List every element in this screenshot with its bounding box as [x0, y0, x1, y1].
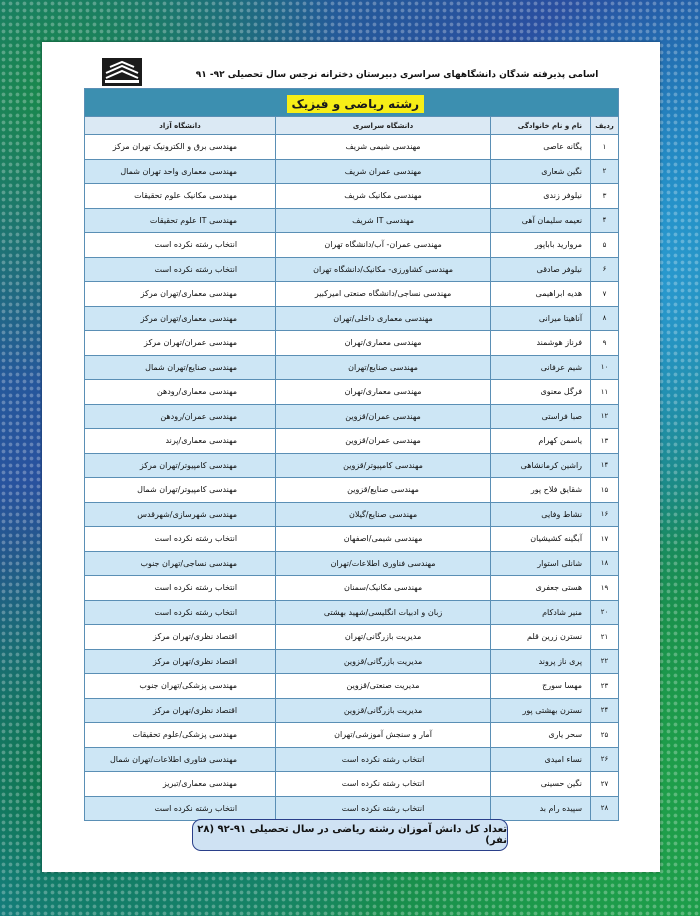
table-row [85, 404, 619, 429]
row-number: ۱۰ [591, 355, 619, 380]
azad-university: مهندسی پزشکی/علوم تحقیقات [85, 723, 276, 748]
document-page [42, 42, 660, 872]
table-row [85, 331, 619, 356]
sarasari-university: آمار و سنجش آموزشی/تهران [276, 723, 491, 748]
student-name: نساء امیدی [491, 747, 591, 772]
azad-university: مهندسی کامپیوتر/تهران شمال [85, 478, 276, 503]
row-number: ۱۵ [591, 478, 619, 503]
page-heading: اسامی پذیرفته شدگان دانشگاههای سراسری دبیرستان دخترانه نرجس سال تحصیلی ۹۲- ۹۱ [195, 70, 599, 80]
table-row [85, 453, 619, 478]
student-name: آبگینه کشیشیان [491, 527, 591, 552]
student-name: نیلوفر صادقی [491, 257, 591, 282]
student-name: نعیمه سلیمان آهی [491, 208, 591, 233]
azad-university: انتخاب رشته نکرده است [85, 257, 276, 282]
student-name: سپیده رام بد [491, 796, 591, 821]
row-number: ۲۶ [591, 747, 619, 772]
table-row [85, 184, 619, 209]
table-row [85, 478, 619, 503]
table-row [85, 135, 619, 160]
table-row [85, 159, 619, 184]
column-header-num: ردیف [591, 117, 619, 135]
row-number: ۲۷ [591, 772, 619, 797]
row-number: ۷ [591, 282, 619, 307]
table-row [85, 380, 619, 405]
table-row [85, 208, 619, 233]
row-number: ۲۰ [591, 600, 619, 625]
azad-university: انتخاب رشته نکرده است [85, 600, 276, 625]
student-name: شیم عرفانی [491, 355, 591, 380]
sarasari-university: مهندسی معماری/تهران [276, 380, 491, 405]
row-number: ۲ [591, 159, 619, 184]
sarasari-university: مهندسی عمران/قزوین [276, 429, 491, 454]
azad-university: مهندسی برق و الکترونیک تهران مرکز [85, 135, 276, 160]
azad-university: انتخاب رشته نکرده است [85, 527, 276, 552]
sarasari-university: مهندسی صنایع/گیلان [276, 502, 491, 527]
azad-university: انتخاب رشته نکرده است [85, 233, 276, 258]
row-number: ۹ [591, 331, 619, 356]
table-row [85, 674, 619, 699]
table-row [85, 551, 619, 576]
table-row [85, 257, 619, 282]
table-row [85, 355, 619, 380]
sarasari-university: انتخاب رشته نکرده است [276, 772, 491, 797]
student-name: پری ناز پروند [491, 649, 591, 674]
sarasari-university: مهندسی کامپیوتر/قزوین [276, 453, 491, 478]
table-row [85, 282, 619, 307]
student-name: فرگل معنوی [491, 380, 591, 405]
row-number: ۱۷ [591, 527, 619, 552]
table-row [85, 502, 619, 527]
student-name: هدیه ابراهیمی [491, 282, 591, 307]
student-name: شقایق فلاح پور [491, 478, 591, 503]
sarasari-university: مهندسی معماری داخلی/تهران [276, 306, 491, 331]
table-row [85, 747, 619, 772]
student-name: هستی جعفری [491, 576, 591, 601]
student-name: منیر شادکام [491, 600, 591, 625]
row-number: ۱۸ [591, 551, 619, 576]
column-header-sarasari: دانشگاه سراسری [276, 117, 491, 135]
student-name: مهسا سورج [491, 674, 591, 699]
sarasari-university: مهندسی صنایع/تهران [276, 355, 491, 380]
table-row [85, 306, 619, 331]
row-number: ۲۳ [591, 674, 619, 699]
admissions-table [84, 88, 619, 821]
table-row [85, 527, 619, 552]
azad-university: مهندسی معماری/تبریز [85, 772, 276, 797]
table-row [85, 698, 619, 723]
table-row [85, 233, 619, 258]
sarasari-university: مهندسی مکانیک/سمنان [276, 576, 491, 601]
student-name: فرناز هوشمند [491, 331, 591, 356]
row-number: ۱۶ [591, 502, 619, 527]
azad-university: مهندسی معماری/تهران مرکز [85, 282, 276, 307]
sarasari-university: مهندسی عمران شریف [276, 159, 491, 184]
student-name: نشاط وفایی [491, 502, 591, 527]
table-row [85, 649, 619, 674]
row-number: ۸ [591, 306, 619, 331]
row-number: ۱ [591, 135, 619, 160]
azad-university: مهندسی معماری/پرند [85, 429, 276, 454]
book-logo-icon [102, 58, 142, 86]
table-row [85, 796, 619, 821]
row-number: ۱۴ [591, 453, 619, 478]
student-name: یاسمن کهرام [491, 429, 591, 454]
table-row [85, 625, 619, 650]
sarasari-university: مهندسی شیمی/اصفهان [276, 527, 491, 552]
sarasari-university: مدیریت بازرگانی/قزوین [276, 649, 491, 674]
sarasari-university: زبان و ادبیات انگلیسی/شهید بهشتی [276, 600, 491, 625]
row-number: ۲۵ [591, 723, 619, 748]
student-name: نگین شعاری [491, 159, 591, 184]
row-number: ۱۹ [591, 576, 619, 601]
student-name: نیلوفر زندی [491, 184, 591, 209]
azad-university: مهندسی شهرسازی/شهرقدس [85, 502, 276, 527]
row-number: ۱۳ [591, 429, 619, 454]
azad-university: اقتصاد نظری/تهران مرکز [85, 698, 276, 723]
azad-university: مهندسی فناوری اطلاعات/تهران شمال [85, 747, 276, 772]
student-name: مروارید باباپور [491, 233, 591, 258]
column-header-name: نام و نام خانوادگی [491, 117, 591, 135]
sarasari-university: مهندسی صنایع/قزوین [276, 478, 491, 503]
azad-university: مهندسی عمران/رودهن [85, 404, 276, 429]
column-header-azad: دانشگاه آزاد [85, 117, 276, 135]
student-name: یگانه عاصی [491, 135, 591, 160]
azad-university: مهندسی صنایع/تهران شمال [85, 355, 276, 380]
azad-university: اقتصاد نظری/تهران مرکز [85, 649, 276, 674]
sarasari-university: مهندسی کشاورزی- مکانیک/دانشگاه تهران [276, 257, 491, 282]
student-name: راشین کرمانشاهی [491, 453, 591, 478]
student-name: آناهیتا میرانی [491, 306, 591, 331]
header-row [85, 117, 619, 135]
row-number: ۵ [591, 233, 619, 258]
azad-university: مهندسی کامپیوتر/تهران مرکز [85, 453, 276, 478]
azad-university: مهندسی مکانیک علوم تحقیقات [85, 184, 276, 209]
sarasari-university: مهندسی عمران/قزوین [276, 404, 491, 429]
azad-university: انتخاب رشته نکرده است [85, 576, 276, 601]
sarasari-university: مهندسی شیمی شریف [276, 135, 491, 160]
section-title-row [85, 89, 619, 117]
sarasari-university: مهندسی نساجی/دانشگاه صنعتی امیرکبیر [276, 282, 491, 307]
azad-university: مهندسی IT علوم تحقیقات [85, 208, 276, 233]
student-name: صبا فراستی [491, 404, 591, 429]
student-name: نسترن بهشتی پور [491, 698, 591, 723]
sarasari-university: مهندسی فناوری اطلاعات/تهران [276, 551, 491, 576]
sarasari-university: مدیریت صنعتی/قزوین [276, 674, 491, 699]
sarasari-university: انتخاب رشته نکرده است [276, 796, 491, 821]
row-number: ۴ [591, 208, 619, 233]
section-title: رشته ریاضی و فیزیک [287, 95, 425, 113]
table-row [85, 772, 619, 797]
table-row [85, 429, 619, 454]
azad-university: مهندسی معماری/رودهن [85, 380, 276, 405]
row-number: ۲۸ [591, 796, 619, 821]
table-row [85, 600, 619, 625]
table-row [85, 723, 619, 748]
student-name: سحر یاری [491, 723, 591, 748]
row-number: ۱۲ [591, 404, 619, 429]
sarasari-university: مهندسی مکانیک شریف [276, 184, 491, 209]
student-name: شانلی استوار [491, 551, 591, 576]
sarasari-university: مهندسی IT شریف [276, 208, 491, 233]
azad-university: اقتصاد نظری/تهران مرکز [85, 625, 276, 650]
azad-university: مهندسی معماری/تهران مرکز [85, 306, 276, 331]
azad-university: مهندسی نساجی/تهران جنوب [85, 551, 276, 576]
sarasari-university: مدیریت بازرگانی/تهران [276, 625, 491, 650]
sarasari-university: مهندسی معماری/تهران [276, 331, 491, 356]
row-number: ۲۴ [591, 698, 619, 723]
row-number: ۶ [591, 257, 619, 282]
row-number: ۲۱ [591, 625, 619, 650]
student-name: نسترن زرین قلم [491, 625, 591, 650]
row-number: ۳ [591, 184, 619, 209]
azad-university: مهندسی پزشکی/تهران جنوب [85, 674, 276, 699]
table-row [85, 576, 619, 601]
sarasari-university: انتخاب رشته نکرده است [276, 747, 491, 772]
sarasari-university: مهندسی عمران- آب/دانشگاه تهران [276, 233, 491, 258]
row-number: ۲۲ [591, 649, 619, 674]
azad-university: مهندسی معماری واحد تهران شمال [85, 159, 276, 184]
total-count-box: تعداد کل دانش آموزان رشته ریاضی در سال تحصیلی ۹۱-۹۲ (۲۸ نفر) [192, 819, 508, 851]
student-name: نگین حسینی [491, 772, 591, 797]
azad-university: مهندسی عمران/تهران مرکز [85, 331, 276, 356]
azad-university: انتخاب رشته نکرده است [85, 796, 276, 821]
sarasari-university: مدیریت بازرگانی/قزوین [276, 698, 491, 723]
row-number: ۱۱ [591, 380, 619, 405]
